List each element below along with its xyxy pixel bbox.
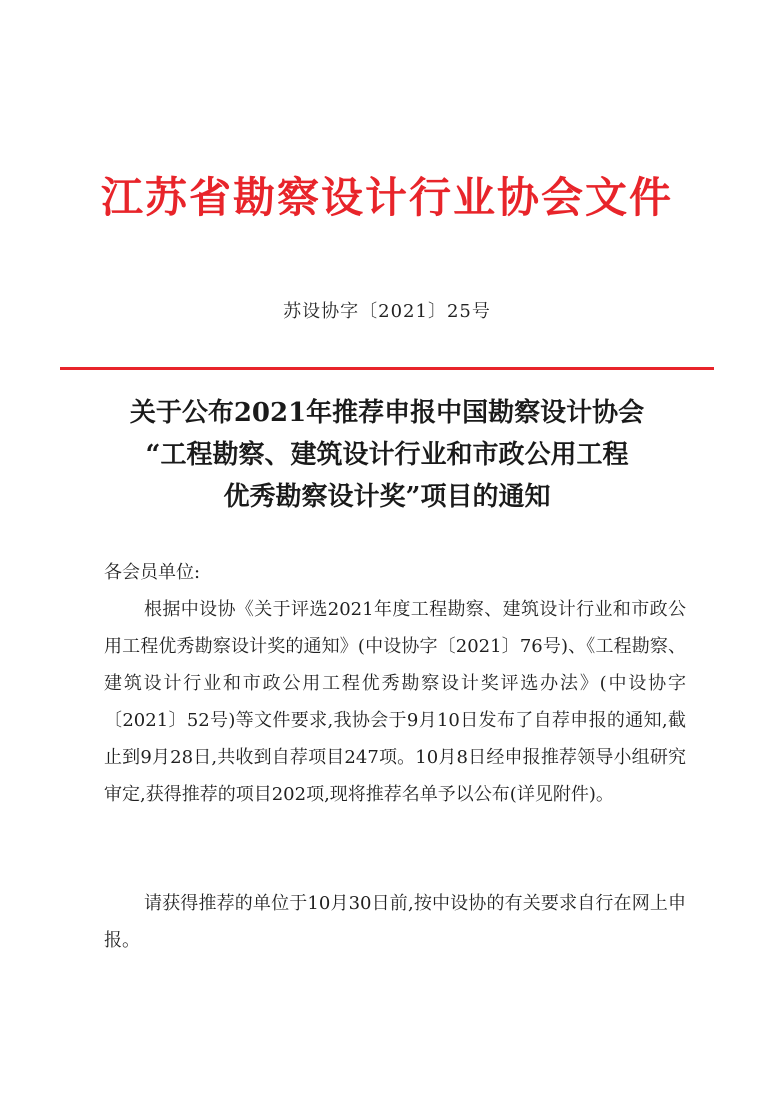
red-divider	[60, 367, 714, 370]
body-paragraph-1: 根据中设协《关于评选2021年度工程勘察、建筑设计行业和市政公用工程优秀勘察设计奖的通知》(中设协字〔2021〕76号)、《工程勘察、建筑设计行业和市政公用工程优秀勘察设计奖评选办法》(中设协字〔2021〕52号)等文件要求,我协会于9月10日发布了自荐申报的通知,截止到9月28日,共收到自荐项目247项。10月8日经申报推荐领导小组研究审定,获得推荐的项目202项,现将推荐名单予以公布(详见附件)。	[104, 599, 686, 805]
body-paragraph-2: 请获得推荐的单位于10月30日前,按中设协的有关要求自行在网上申报。	[104, 893, 686, 951]
title-line-2: “工程勘察、建筑设计行业和市政公用工程	[145, 440, 629, 470]
salutation: 各会员单位:	[104, 562, 201, 583]
document-number: 苏设协字〔2021〕25号	[283, 301, 491, 322]
issuer-banner: 江苏省勘察设计行业协会文件	[100, 173, 673, 222]
title-line-3: 优秀勘察设计奖”项目的通知	[223, 482, 551, 512]
document-title	[70, 392, 704, 518]
title-line-1: 关于公布2021年推荐申报中国勘察设计协会	[129, 398, 645, 428]
